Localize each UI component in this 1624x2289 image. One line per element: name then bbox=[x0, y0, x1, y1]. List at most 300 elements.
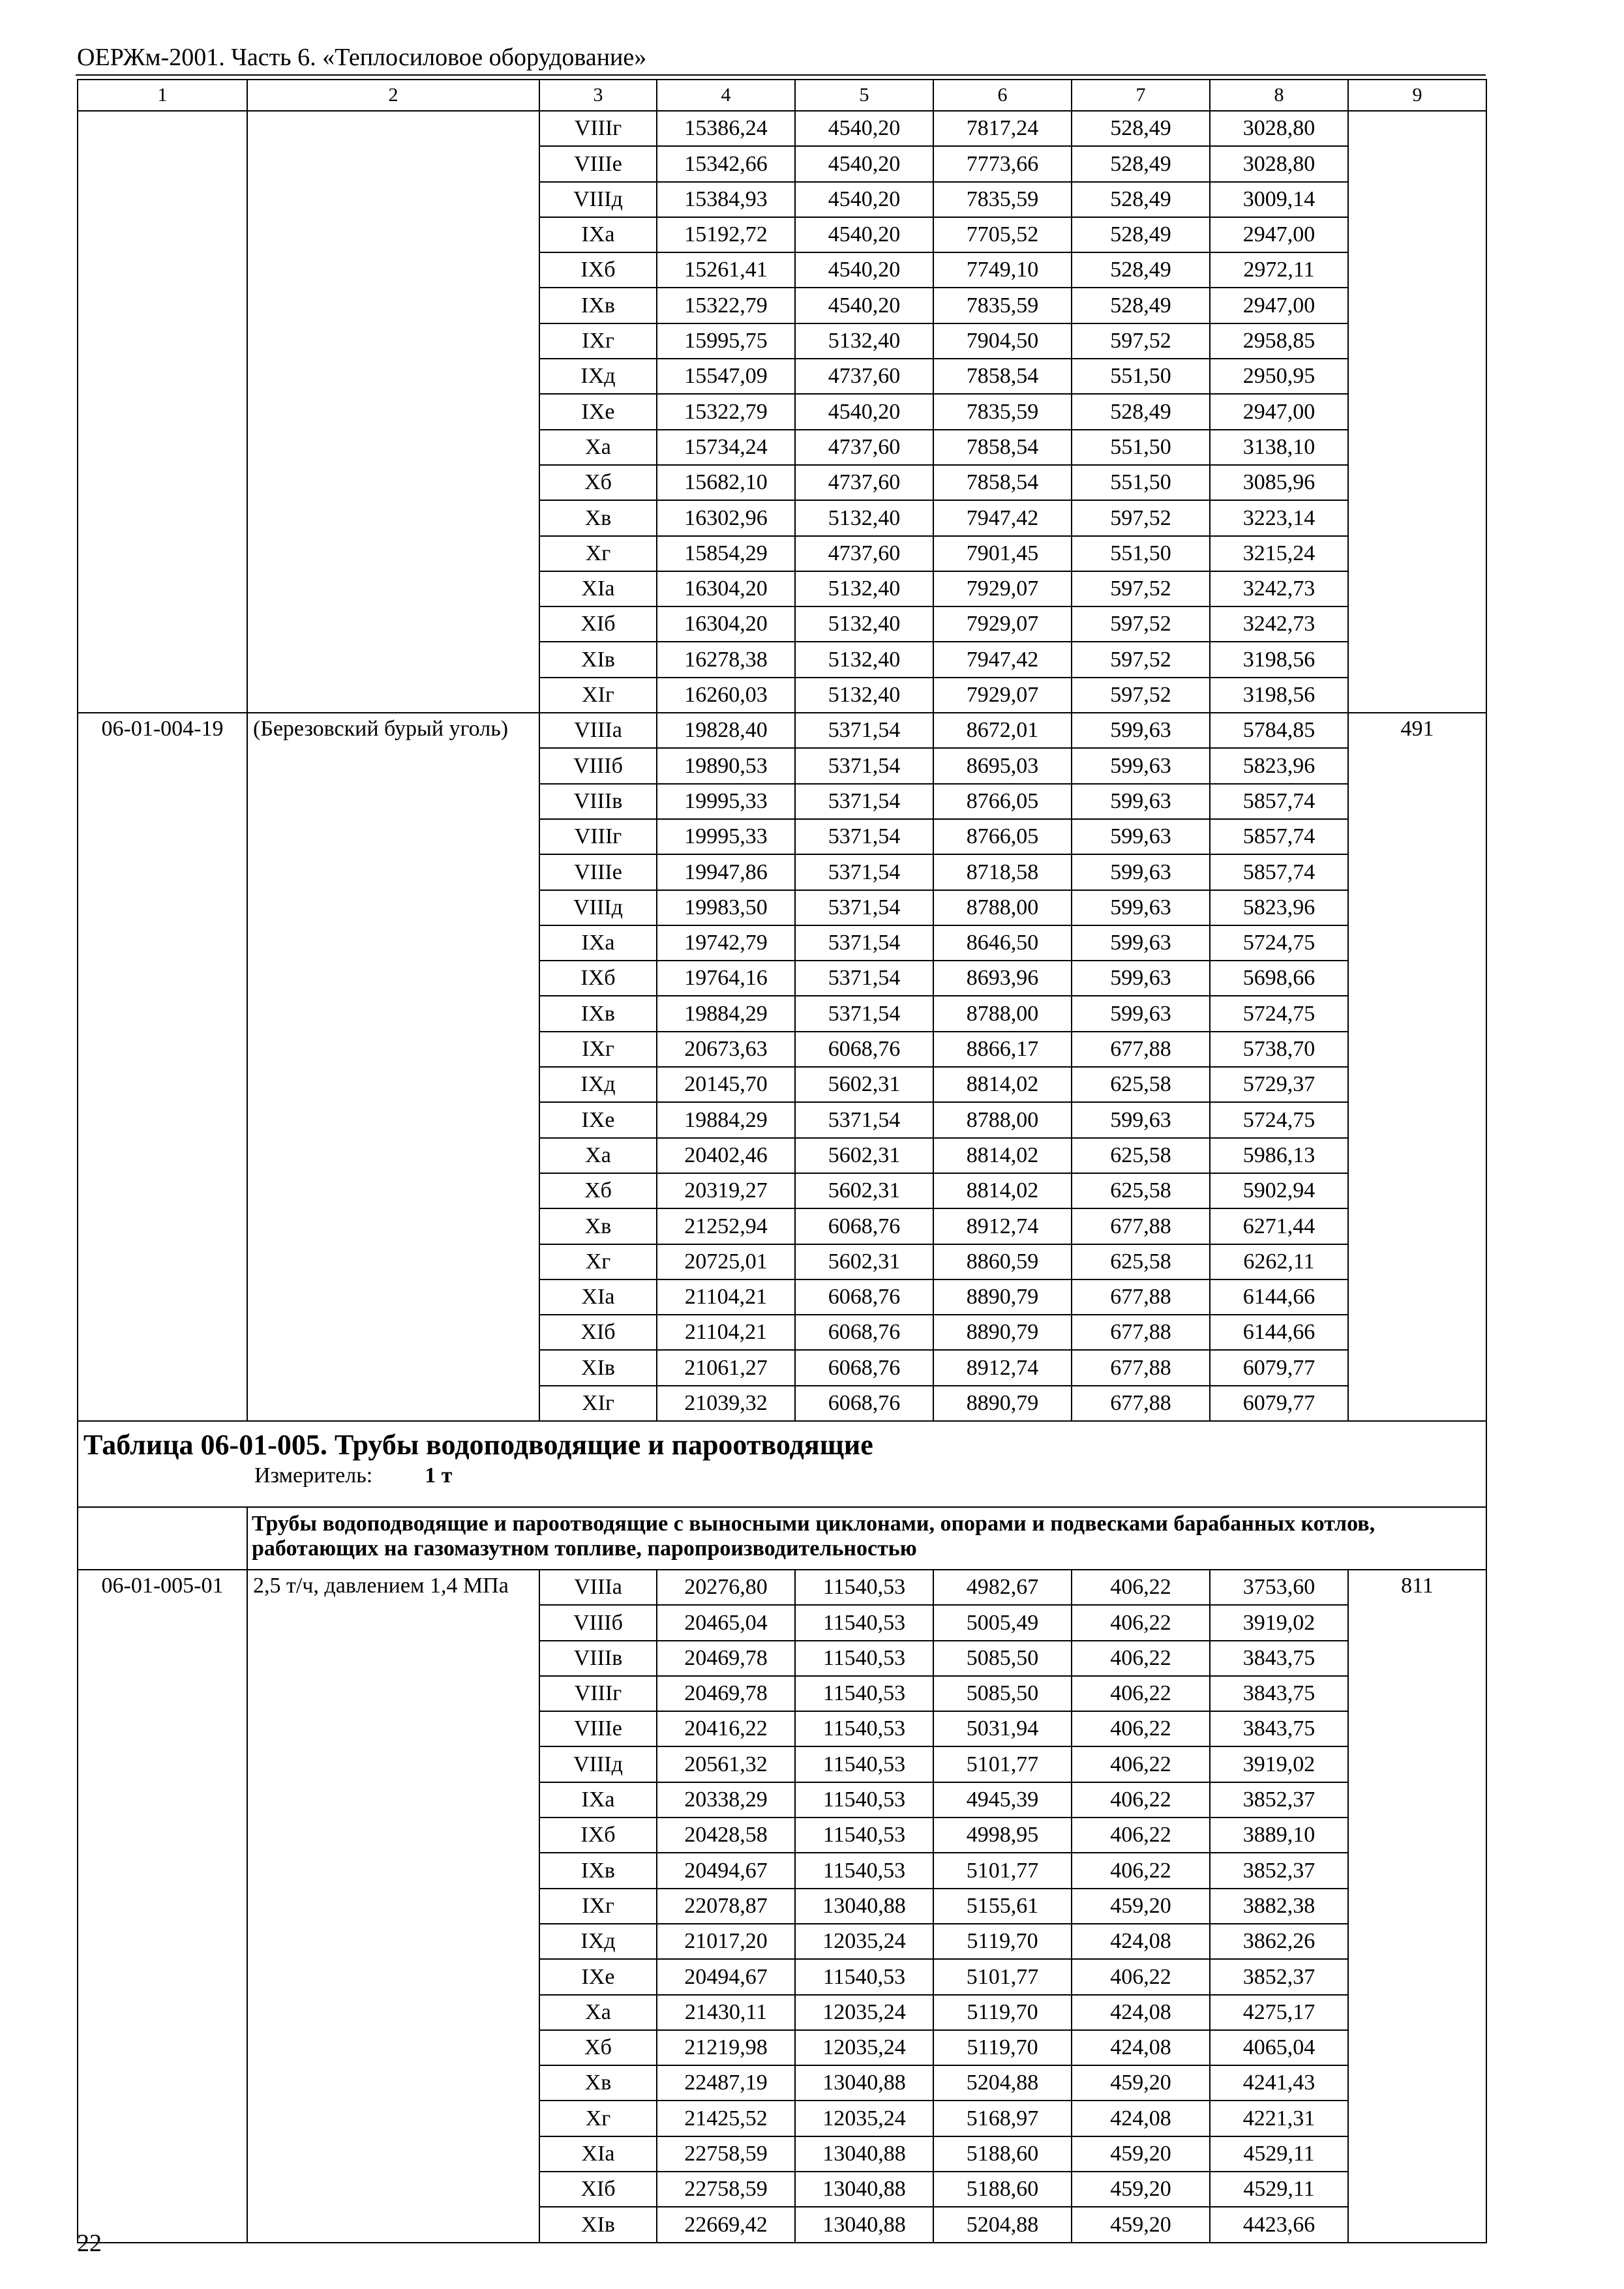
total-cost-cell: 20338,29 bbox=[657, 1782, 795, 1818]
machine-cost-cell: 7904,50 bbox=[933, 323, 1072, 359]
machinist-wages-cell: 459,20 bbox=[1072, 2065, 1210, 2101]
materials-cost-cell: 2950,95 bbox=[1210, 359, 1348, 394]
machinist-wages-cell: 677,88 bbox=[1072, 1350, 1210, 1385]
machine-cost-cell: 8718,58 bbox=[933, 854, 1072, 890]
wages-cell: 5371,54 bbox=[795, 890, 933, 925]
machine-cost-cell: 8814,02 bbox=[933, 1173, 1072, 1208]
wages-cell: 5371,54 bbox=[795, 819, 933, 854]
wages-cell: 11540,53 bbox=[795, 1676, 933, 1711]
machine-cost-cell: 8890,79 bbox=[933, 1386, 1072, 1421]
item-code: 06-01-005-01 bbox=[78, 1570, 247, 2243]
column-number: 7 bbox=[1072, 80, 1210, 111]
wages-cell: 5132,40 bbox=[795, 571, 933, 606]
machine-cost-cell: 8766,05 bbox=[933, 784, 1072, 819]
materials-cost-cell: 3852,37 bbox=[1210, 1853, 1348, 1888]
wages-cell: 4737,60 bbox=[795, 359, 933, 394]
region-zone-cell: VIIIв bbox=[539, 784, 657, 819]
materials-cost-cell: 2972,11 bbox=[1210, 252, 1348, 288]
wages-cell: 4540,20 bbox=[795, 111, 933, 146]
machinist-wages-cell: 528,49 bbox=[1072, 252, 1210, 288]
total-cost-cell: 16278,38 bbox=[657, 642, 795, 677]
machine-cost-cell: 8890,79 bbox=[933, 1279, 1072, 1315]
wages-cell: 11540,53 bbox=[795, 1641, 933, 1676]
materials-cost-cell: 5784,85 bbox=[1210, 713, 1348, 748]
machinist-wages-cell: 599,63 bbox=[1072, 961, 1210, 996]
materials-cost-cell: 4275,17 bbox=[1210, 1995, 1348, 2030]
machinist-wages-cell: 406,22 bbox=[1072, 1641, 1210, 1676]
machine-cost-cell: 5188,60 bbox=[933, 2136, 1072, 2172]
region-zone-cell: IXв bbox=[539, 996, 657, 1031]
header-rule bbox=[76, 74, 1486, 76]
total-cost-cell: 15547,09 bbox=[657, 359, 795, 394]
wages-cell: 5132,40 bbox=[795, 323, 933, 359]
materials-cost-cell: 3919,02 bbox=[1210, 1605, 1348, 1640]
wages-cell: 5371,54 bbox=[795, 748, 933, 783]
total-cost-cell: 15734,24 bbox=[657, 430, 795, 465]
region-zone-cell: IXа bbox=[539, 217, 657, 252]
region-zone-cell: IXа bbox=[539, 1782, 657, 1818]
total-cost-cell: 15192,72 bbox=[657, 217, 795, 252]
wages-cell: 5371,54 bbox=[795, 1102, 933, 1137]
wages-cell: 6068,76 bbox=[795, 1032, 933, 1067]
machinist-wages-cell: 459,20 bbox=[1072, 1889, 1210, 1924]
page-number: 22 bbox=[77, 2230, 102, 2257]
unit-value: 1 т bbox=[425, 1463, 453, 1488]
region-zone-cell: Xг bbox=[539, 2101, 657, 2136]
total-cost-cell: 15322,79 bbox=[657, 394, 795, 429]
total-cost-cell: 16260,03 bbox=[657, 678, 795, 713]
materials-cost-cell: 3919,02 bbox=[1210, 1746, 1348, 1782]
materials-cost-cell: 3862,26 bbox=[1210, 1924, 1348, 1959]
materials-cost-cell: 3852,37 bbox=[1210, 1782, 1348, 1818]
materials-cost-cell: 6144,66 bbox=[1210, 1279, 1348, 1315]
total-cost-cell: 20402,46 bbox=[657, 1138, 795, 1173]
machine-cost-cell: 8788,00 bbox=[933, 996, 1072, 1031]
region-zone-cell: IXг bbox=[539, 1032, 657, 1067]
machine-cost-cell: 8890,79 bbox=[933, 1315, 1072, 1350]
materials-cost-cell: 3215,24 bbox=[1210, 536, 1348, 571]
machinist-wages-cell: 599,63 bbox=[1072, 996, 1210, 1031]
column-number: 2 bbox=[247, 80, 539, 111]
wages-cell: 13040,88 bbox=[795, 2065, 933, 2101]
region-zone-cell: Xб bbox=[539, 2030, 657, 2065]
price-table bbox=[77, 79, 1487, 2243]
wages-cell: 11540,53 bbox=[795, 1711, 933, 1746]
total-cost-cell: 20145,70 bbox=[657, 1067, 795, 1102]
machinist-wages-cell: 528,49 bbox=[1072, 182, 1210, 217]
total-cost-cell: 19983,50 bbox=[657, 890, 795, 925]
wages-cell: 11540,53 bbox=[795, 1746, 933, 1782]
wages-cell: 11540,53 bbox=[795, 1959, 933, 1994]
wages-cell: 5371,54 bbox=[795, 996, 933, 1031]
total-cost-cell: 20469,78 bbox=[657, 1641, 795, 1676]
total-cost-cell: 20428,58 bbox=[657, 1818, 795, 1853]
materials-cost-cell: 3753,60 bbox=[1210, 1570, 1348, 1605]
materials-cost-cell: 3242,73 bbox=[1210, 571, 1348, 606]
region-zone-cell: XIа bbox=[539, 1279, 657, 1315]
region-zone-cell: VIIIа bbox=[539, 1570, 657, 1605]
machinist-wages-cell: 677,88 bbox=[1072, 1208, 1210, 1244]
machine-cost-cell: 5101,77 bbox=[933, 1746, 1072, 1782]
region-zone-cell: VIIIа bbox=[539, 713, 657, 748]
column-number: 9 bbox=[1348, 80, 1486, 111]
name-cell-empty bbox=[247, 111, 539, 713]
materials-cost-cell: 4529,11 bbox=[1210, 2136, 1348, 2172]
total-cost-cell: 22758,59 bbox=[657, 2136, 795, 2172]
region-zone-cell: XIа bbox=[539, 571, 657, 606]
region-zone-cell: IXд bbox=[539, 1924, 657, 1959]
machinist-wages-cell: 424,08 bbox=[1072, 1995, 1210, 2030]
wages-cell: 5132,40 bbox=[795, 678, 933, 713]
machine-cost-cell: 5101,77 bbox=[933, 1959, 1072, 1994]
description-code-empty bbox=[78, 1507, 247, 1570]
machine-cost-cell: 8814,02 bbox=[933, 1067, 1072, 1102]
region-zone-cell: IXд bbox=[539, 1067, 657, 1102]
wages-cell: 6068,76 bbox=[795, 1315, 933, 1350]
machine-cost-cell: 8646,50 bbox=[933, 925, 1072, 961]
machinist-wages-cell: 597,52 bbox=[1072, 642, 1210, 677]
machinist-wages-cell: 551,50 bbox=[1072, 465, 1210, 500]
machinist-wages-cell: 599,63 bbox=[1072, 1102, 1210, 1137]
materials-cost-cell: 6262,11 bbox=[1210, 1244, 1348, 1279]
materials-cost-cell: 6079,77 bbox=[1210, 1350, 1348, 1385]
machinist-wages-cell: 625,58 bbox=[1072, 1244, 1210, 1279]
region-zone-cell: IXд bbox=[539, 359, 657, 394]
materials-cost-cell: 6271,44 bbox=[1210, 1208, 1348, 1244]
machine-cost-cell: 5085,50 bbox=[933, 1676, 1072, 1711]
wages-cell: 4737,60 bbox=[795, 430, 933, 465]
wages-cell: 5602,31 bbox=[795, 1173, 933, 1208]
machinist-wages-cell: 597,52 bbox=[1072, 323, 1210, 359]
machine-cost-cell: 8672,01 bbox=[933, 713, 1072, 748]
wages-cell: 12035,24 bbox=[795, 2101, 933, 2136]
column-number: 6 bbox=[933, 80, 1072, 111]
table-title-row bbox=[78, 1421, 1486, 1507]
wages-cell: 4540,20 bbox=[795, 182, 933, 217]
wages-cell: 13040,88 bbox=[795, 2136, 933, 2172]
materials-cost-cell: 4065,04 bbox=[1210, 2030, 1348, 2065]
total-cost-cell: 19995,33 bbox=[657, 819, 795, 854]
total-cost-cell: 15854,29 bbox=[657, 536, 795, 571]
machinist-wages-cell: 599,63 bbox=[1072, 925, 1210, 961]
machinist-wages-cell: 625,58 bbox=[1072, 1173, 1210, 1208]
total-cost-cell: 22078,87 bbox=[657, 1889, 795, 1924]
materials-cost-cell: 5729,37 bbox=[1210, 1067, 1348, 1102]
wages-cell: 5371,54 bbox=[795, 713, 933, 748]
region-zone-cell: Xа bbox=[539, 1138, 657, 1173]
region-zone-cell: IXб bbox=[539, 1818, 657, 1853]
wages-cell: 13040,88 bbox=[795, 2207, 933, 2242]
region-zone-cell: XIг bbox=[539, 1386, 657, 1421]
region-zone-cell: XIб bbox=[539, 606, 657, 642]
total-cost-cell: 16304,20 bbox=[657, 606, 795, 642]
machinist-wages-cell: 625,58 bbox=[1072, 1138, 1210, 1173]
materials-cost-cell: 5724,75 bbox=[1210, 1102, 1348, 1137]
wages-cell: 6068,76 bbox=[795, 1386, 933, 1421]
wages-cell: 12035,24 bbox=[795, 1924, 933, 1959]
wages-cell: 11540,53 bbox=[795, 1782, 933, 1818]
total-cost-cell: 20469,78 bbox=[657, 1676, 795, 1711]
table-row bbox=[78, 111, 1486, 146]
materials-cost-cell: 5902,94 bbox=[1210, 1173, 1348, 1208]
machinist-wages-cell: 406,22 bbox=[1072, 1570, 1210, 1605]
machine-cost-cell: 5204,88 bbox=[933, 2207, 1072, 2242]
column-number: 5 bbox=[795, 80, 933, 111]
wages-cell: 11540,53 bbox=[795, 1605, 933, 1640]
machinist-wages-cell: 599,63 bbox=[1072, 819, 1210, 854]
machine-cost-cell: 8788,00 bbox=[933, 1102, 1072, 1137]
machine-cost-cell: 5155,61 bbox=[933, 1889, 1072, 1924]
machine-cost-cell: 5005,49 bbox=[933, 1605, 1072, 1640]
machinist-wages-cell: 528,49 bbox=[1072, 146, 1210, 181]
wages-cell: 11540,53 bbox=[795, 1853, 933, 1888]
machinist-wages-cell: 459,20 bbox=[1072, 2207, 1210, 2242]
machinist-wages-cell: 406,22 bbox=[1072, 1711, 1210, 1746]
wages-cell: 12035,24 bbox=[795, 1995, 933, 2030]
machinist-wages-cell: 406,22 bbox=[1072, 1853, 1210, 1888]
machine-cost-cell: 7858,54 bbox=[933, 465, 1072, 500]
column-number: 4 bbox=[657, 80, 795, 111]
table-row bbox=[78, 1570, 1486, 1605]
total-cost-cell: 20673,63 bbox=[657, 1032, 795, 1067]
materials-cost-cell: 5857,74 bbox=[1210, 854, 1348, 890]
materials-cost-cell: 5724,75 bbox=[1210, 925, 1348, 961]
materials-cost-cell: 3009,14 bbox=[1210, 182, 1348, 217]
description-row bbox=[78, 1507, 1486, 1570]
machine-cost-cell: 5085,50 bbox=[933, 1641, 1072, 1676]
region-zone-cell: Xв bbox=[539, 500, 657, 535]
item-name: 2,5 т/ч, давлением 1,4 МПа bbox=[247, 1570, 539, 2243]
total-cost-cell: 15386,24 bbox=[657, 111, 795, 146]
machine-cost-cell: 5119,70 bbox=[933, 1995, 1072, 2030]
machinist-wages-cell: 459,20 bbox=[1072, 2136, 1210, 2172]
machine-cost-cell: 5101,77 bbox=[933, 1853, 1072, 1888]
machinist-wages-cell: 528,49 bbox=[1072, 111, 1210, 146]
total-cost-cell: 22669,42 bbox=[657, 2207, 795, 2242]
machinist-wages-cell: 406,22 bbox=[1072, 1959, 1210, 1994]
total-cost-cell: 15995,75 bbox=[657, 323, 795, 359]
region-zone-cell: XIв bbox=[539, 2207, 657, 2242]
wages-cell: 4540,20 bbox=[795, 146, 933, 181]
materials-cost-cell: 4423,66 bbox=[1210, 2207, 1348, 2242]
wages-cell: 5132,40 bbox=[795, 606, 933, 642]
region-zone-cell: IXа bbox=[539, 925, 657, 961]
materials-cost-cell: 5724,75 bbox=[1210, 996, 1348, 1031]
materials-cost-cell: 3085,96 bbox=[1210, 465, 1348, 500]
region-zone-cell: Xб bbox=[539, 1173, 657, 1208]
region-zone-cell: XIг bbox=[539, 678, 657, 713]
region-zone-cell: VIIIд bbox=[539, 890, 657, 925]
total-cost-cell: 16304,20 bbox=[657, 571, 795, 606]
total-cost-cell: 20494,67 bbox=[657, 1959, 795, 1994]
machinist-wages-cell: 597,52 bbox=[1072, 500, 1210, 535]
machine-cost-cell: 8788,00 bbox=[933, 890, 1072, 925]
wages-cell: 5132,40 bbox=[795, 642, 933, 677]
wages-cell: 11540,53 bbox=[795, 1818, 933, 1853]
total-cost-cell: 21039,32 bbox=[657, 1386, 795, 1421]
machinist-wages-cell: 528,49 bbox=[1072, 288, 1210, 323]
total-cost-cell: 19884,29 bbox=[657, 996, 795, 1031]
materials-cost-cell: 3843,75 bbox=[1210, 1676, 1348, 1711]
machinist-wages-cell: 597,52 bbox=[1072, 606, 1210, 642]
region-zone-cell: IXе bbox=[539, 394, 657, 429]
total-cost-cell: 19995,33 bbox=[657, 784, 795, 819]
table-description: Трубы водоподводящие и пароотводящие с выносными циклонами, опорами и подвесками барабанных котлов, работающих на газомазутном топливе, паропроизводительностью bbox=[247, 1507, 1486, 1570]
wages-cell: 4540,20 bbox=[795, 217, 933, 252]
total-cost-cell: 21017,20 bbox=[657, 1924, 795, 1959]
machine-cost-cell: 7773,66 bbox=[933, 146, 1072, 181]
column-number: 8 bbox=[1210, 80, 1348, 111]
total-cost-cell: 19828,40 bbox=[657, 713, 795, 748]
region-zone-cell: Xг bbox=[539, 536, 657, 571]
wages-cell: 6068,76 bbox=[795, 1279, 933, 1315]
wages-cell: 6068,76 bbox=[795, 1350, 933, 1385]
machinist-wages-cell: 406,22 bbox=[1072, 1746, 1210, 1782]
region-zone-cell: IXв bbox=[539, 1853, 657, 1888]
machine-cost-cell: 7705,52 bbox=[933, 217, 1072, 252]
machinist-wages-cell: 677,88 bbox=[1072, 1279, 1210, 1315]
total-cost-cell: 19890,53 bbox=[657, 748, 795, 783]
item-price: 491 bbox=[1348, 713, 1486, 1421]
total-cost-cell: 20465,04 bbox=[657, 1605, 795, 1640]
machine-cost-cell: 5204,88 bbox=[933, 2065, 1072, 2101]
total-cost-cell: 15384,93 bbox=[657, 182, 795, 217]
wages-cell: 5602,31 bbox=[795, 1067, 933, 1102]
region-zone-cell: XIб bbox=[539, 1315, 657, 1350]
total-cost-cell: 21219,98 bbox=[657, 2030, 795, 2065]
materials-cost-cell: 3198,56 bbox=[1210, 642, 1348, 677]
machinist-wages-cell: 528,49 bbox=[1072, 394, 1210, 429]
materials-cost-cell: 5823,96 bbox=[1210, 890, 1348, 925]
machinist-wages-cell: 677,88 bbox=[1072, 1315, 1210, 1350]
region-zone-cell: VIIIе bbox=[539, 1711, 657, 1746]
machinist-wages-cell: 551,50 bbox=[1072, 536, 1210, 571]
total-cost-cell: 20561,32 bbox=[657, 1746, 795, 1782]
machinist-wages-cell: 551,50 bbox=[1072, 359, 1210, 394]
machinist-wages-cell: 597,52 bbox=[1072, 678, 1210, 713]
total-cost-cell: 20319,27 bbox=[657, 1173, 795, 1208]
region-zone-cell: VIIIб bbox=[539, 748, 657, 783]
region-zone-cell: VIIIб bbox=[539, 1605, 657, 1640]
region-zone-cell: VIIIв bbox=[539, 1641, 657, 1676]
wages-cell: 5371,54 bbox=[795, 961, 933, 996]
materials-cost-cell: 5698,66 bbox=[1210, 961, 1348, 996]
item-price: 811 bbox=[1348, 1570, 1486, 2243]
machinist-wages-cell: 551,50 bbox=[1072, 430, 1210, 465]
machine-cost-cell: 7929,07 bbox=[933, 571, 1072, 606]
machine-cost-cell: 7835,59 bbox=[933, 182, 1072, 217]
machine-cost-cell: 7947,42 bbox=[933, 642, 1072, 677]
region-zone-cell: XIв bbox=[539, 642, 657, 677]
machinist-wages-cell: 459,20 bbox=[1072, 2172, 1210, 2207]
machine-cost-cell: 7858,54 bbox=[933, 430, 1072, 465]
machinist-wages-cell: 597,52 bbox=[1072, 571, 1210, 606]
total-cost-cell: 22487,19 bbox=[657, 2065, 795, 2101]
region-zone-cell: Xа bbox=[539, 1995, 657, 2030]
page-header-title: ОЕРЖм-2001. Часть 6. «Теплосиловое оборудование» bbox=[77, 44, 647, 71]
machinist-wages-cell: 424,08 bbox=[1072, 2030, 1210, 2065]
wages-cell: 4540,20 bbox=[795, 288, 933, 323]
machine-cost-cell: 7947,42 bbox=[933, 500, 1072, 535]
machinist-wages-cell: 406,22 bbox=[1072, 1605, 1210, 1640]
materials-cost-cell: 4221,31 bbox=[1210, 2101, 1348, 2136]
wages-cell: 5602,31 bbox=[795, 1138, 933, 1173]
region-zone-cell: Xв bbox=[539, 1208, 657, 1244]
code-cell-empty bbox=[78, 111, 247, 713]
region-zone-cell: Xб bbox=[539, 465, 657, 500]
materials-cost-cell: 4529,11 bbox=[1210, 2172, 1348, 2207]
machinist-wages-cell: 625,58 bbox=[1072, 1067, 1210, 1102]
table-row bbox=[78, 713, 1486, 748]
total-cost-cell: 20276,80 bbox=[657, 1570, 795, 1605]
machine-cost-cell: 5188,60 bbox=[933, 2172, 1072, 2207]
machine-cost-cell: 7901,45 bbox=[933, 536, 1072, 571]
machine-cost-cell: 7929,07 bbox=[933, 678, 1072, 713]
region-zone-cell: Xа bbox=[539, 430, 657, 465]
wages-cell: 11540,53 bbox=[795, 1570, 933, 1605]
item-code: 06-01-004-19 bbox=[78, 713, 247, 1421]
machine-cost-cell: 8693,96 bbox=[933, 961, 1072, 996]
total-cost-cell: 21104,21 bbox=[657, 1315, 795, 1350]
machine-cost-cell: 5168,97 bbox=[933, 2101, 1072, 2136]
region-zone-cell: XIв bbox=[539, 1350, 657, 1385]
region-zone-cell: IXг bbox=[539, 1889, 657, 1924]
region-zone-cell: VIIIг bbox=[539, 111, 657, 146]
materials-cost-cell: 6079,77 bbox=[1210, 1386, 1348, 1421]
total-cost-cell: 21252,94 bbox=[657, 1208, 795, 1244]
materials-cost-cell: 5738,70 bbox=[1210, 1032, 1348, 1067]
materials-cost-cell: 4241,43 bbox=[1210, 2065, 1348, 2101]
machinist-wages-cell: 599,63 bbox=[1072, 713, 1210, 748]
total-cost-cell: 21425,52 bbox=[657, 2101, 795, 2136]
total-cost-cell: 20494,67 bbox=[657, 1853, 795, 1888]
total-cost-cell: 20725,01 bbox=[657, 1244, 795, 1279]
materials-cost-cell: 2958,85 bbox=[1210, 323, 1348, 359]
machinist-wages-cell: 599,63 bbox=[1072, 748, 1210, 783]
machine-cost-cell: 8695,03 bbox=[933, 748, 1072, 783]
materials-cost-cell: 3882,38 bbox=[1210, 1889, 1348, 1924]
materials-cost-cell: 3242,73 bbox=[1210, 606, 1348, 642]
wages-cell: 5371,54 bbox=[795, 854, 933, 890]
machine-cost-cell: 7749,10 bbox=[933, 252, 1072, 288]
wages-cell: 4540,20 bbox=[795, 252, 933, 288]
materials-cost-cell: 3852,37 bbox=[1210, 1959, 1348, 1994]
machine-cost-cell: 7929,07 bbox=[933, 606, 1072, 642]
machinist-wages-cell: 406,22 bbox=[1072, 1782, 1210, 1818]
wages-cell: 13040,88 bbox=[795, 1889, 933, 1924]
region-zone-cell: IXе bbox=[539, 1102, 657, 1137]
total-cost-cell: 21430,11 bbox=[657, 1995, 795, 2030]
region-zone-cell: IXв bbox=[539, 288, 657, 323]
machine-cost-cell: 7835,59 bbox=[933, 394, 1072, 429]
region-zone-cell: Xг bbox=[539, 1244, 657, 1279]
machine-cost-cell: 5119,70 bbox=[933, 1924, 1072, 1959]
wages-cell: 12035,24 bbox=[795, 2030, 933, 2065]
machinist-wages-cell: 528,49 bbox=[1072, 217, 1210, 252]
item-name: (Березовский бурый уголь) bbox=[247, 713, 539, 1421]
materials-cost-cell: 3843,75 bbox=[1210, 1641, 1348, 1676]
machine-cost-cell: 8912,74 bbox=[933, 1208, 1072, 1244]
total-cost-cell: 21061,27 bbox=[657, 1350, 795, 1385]
materials-cost-cell: 5823,96 bbox=[1210, 748, 1348, 783]
materials-cost-cell: 5857,74 bbox=[1210, 784, 1348, 819]
region-zone-cell: Xв bbox=[539, 2065, 657, 2101]
wages-cell: 6068,76 bbox=[795, 1208, 933, 1244]
machine-cost-cell: 7835,59 bbox=[933, 288, 1072, 323]
total-cost-cell: 15342,66 bbox=[657, 146, 795, 181]
machinist-wages-cell: 424,08 bbox=[1072, 1924, 1210, 1959]
materials-cost-cell: 2947,00 bbox=[1210, 288, 1348, 323]
